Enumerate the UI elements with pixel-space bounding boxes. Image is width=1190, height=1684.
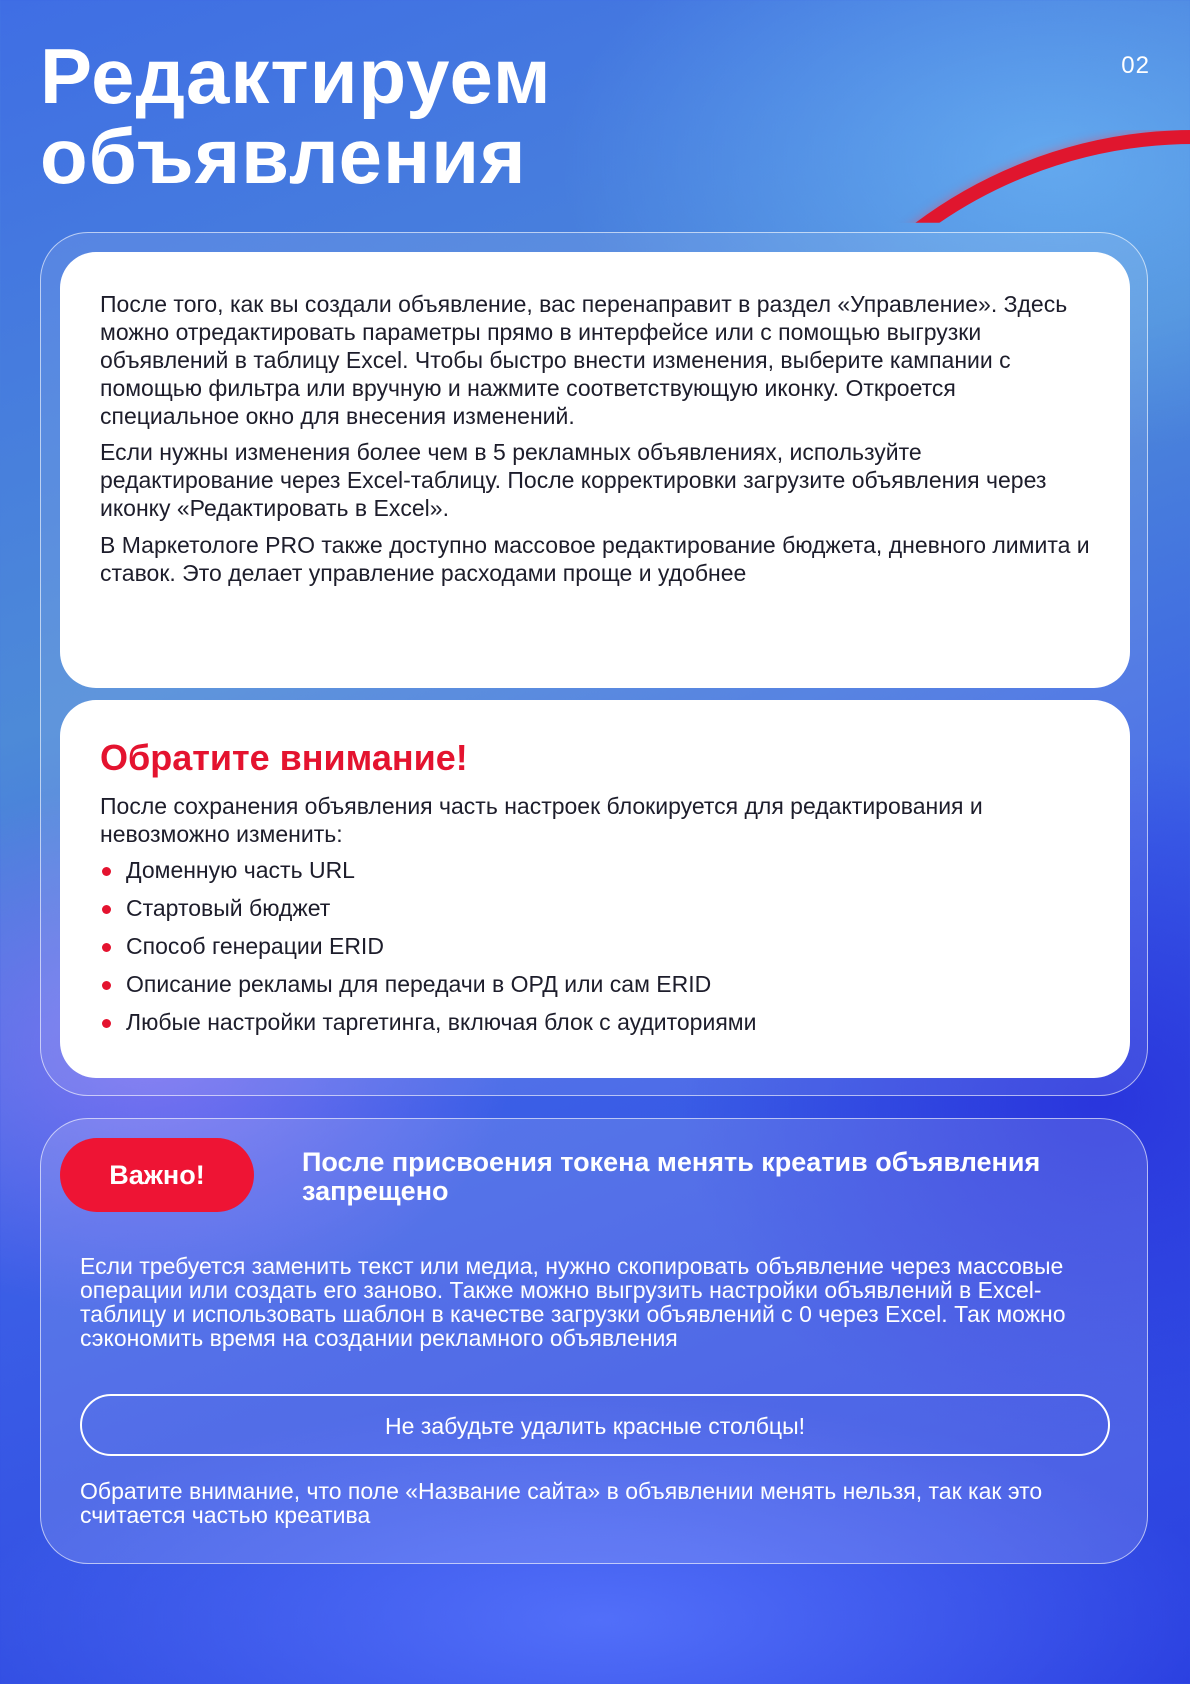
intro-card <box>60 252 1130 688</box>
page-number: 02 <box>1121 52 1150 79</box>
list-item: Описание рекламы для передачи в ОРД или сам ERID <box>100 970 1090 998</box>
page-title-line2: объявления <box>40 112 527 200</box>
list-item: Доменную часть URL <box>100 856 1090 884</box>
intro-paragraph-3: В Маркетологе PRO также доступно массовое редактирование бюджета, дневного лимита и ставок. Это делает управление расходами проще и удобнее <box>100 532 1090 586</box>
important-text-1: Если требуется заменить текст или медиа, нужно скопировать объявление через массовые операции или создать его заново. Также можно выгрузить настройки объявлений в Excel-таблицу и использовать шаблон в качестве загрузки объявлений с 0 через Excel. Так можно сэкономить время на создании рекламного объявления <box>80 1253 1066 1351</box>
list-item: Способ генерации ERID <box>100 932 1090 960</box>
attention-title: Обратите внимание! <box>100 737 468 778</box>
important-badge: Важно! <box>60 1138 254 1212</box>
important-heading: После присвоения токена менять креатив объявления запрещено <box>302 1147 1041 1206</box>
list-item: Любые настройки таргетинга, включая блок с аудиториями <box>100 1008 1090 1036</box>
list-item: Стартовый бюджет <box>100 894 1090 922</box>
attention-card <box>60 700 1130 1078</box>
intro-paragraph-1: После того, как вы создали объявление, вас перенаправит в раздел «Управление». Здесь можно отредактировать параметры прямо в интерфейсе или с помощью выгрузки объявлений в таблицу Excel. Чтобы быстро внести изменения, выберите кампании с помощью фильтра или вручную и нажмите соответствующую иконку. Откроется специальное окно для внесения изменений. <box>100 291 1068 429</box>
page-title <box>40 32 552 200</box>
page-title-line1: Редактируем <box>40 32 552 120</box>
reminder-outline-button[interactable]: Не забудьте удалить красные столбцы! <box>80 1394 1110 1456</box>
intro-paragraph-2: Если нужны изменения более чем в 5 рекламных объявлениях, используйте редактирование через Excel-таблицу. После корректировки загрузите объявления через иконку «Редактировать в Excel». <box>100 439 1047 521</box>
attention-lead: После сохранения объявления часть настроек блокируется для редактирования и невозможно изменить: <box>100 793 983 847</box>
important-text-2: Обратите внимание, что поле «Название сайта» в объявлении менять нельзя, так как это считается частью креатива <box>80 1478 1043 1528</box>
locked-settings-list <box>100 856 1090 1036</box>
